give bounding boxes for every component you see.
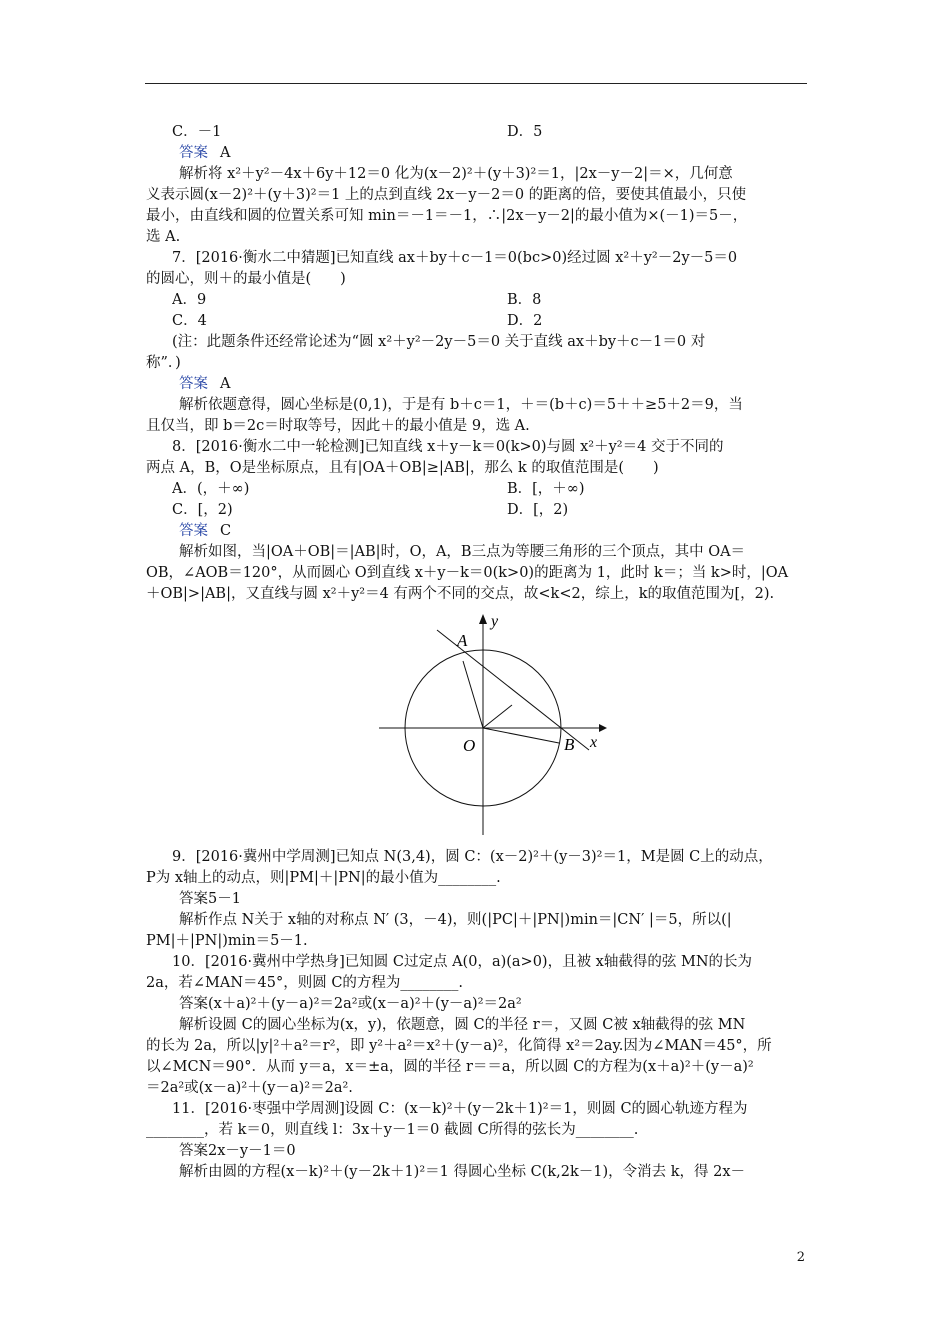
q8-option-d: D．[，2) — [507, 502, 569, 518]
text-line: 且仅当，即 b＝2c＝时取等号，因此＋的最小值是 9，选 A. — [146, 418, 530, 434]
text-line: 解析作点 N关于 x轴的对称点 N′ (3，－4)，则(|PC|＋|PN|)min＝|CN′ |＝5，所以(| — [179, 912, 732, 928]
answer-label: 答案 — [179, 145, 208, 161]
q6-options — [172, 122, 812, 143]
text-line: 8．[2016·衡水二中一轮检测]已知直线 x＋y－k＝0(k>0)与圆 x²＋y²＝4 交于不同的 — [172, 439, 724, 455]
page-number: 2 — [796, 1250, 805, 1265]
text-line: 2a，若∠MAN＝45°，则圆 C的方程为________. — [146, 975, 464, 991]
text-line: 解析依题意得，圆心坐标是(0,1)，于是有 b＋c＝1，＋＝(b＋c)＝5＋＋≥5＋2＝9，当 — [179, 397, 743, 413]
text-line: 两点 A，B，O是坐标原点，且有|OA＋OB|≥|AB|，那么 k 的取值范围是( ) — [146, 460, 659, 476]
text-line: 10．[2016·冀州中学热身]已知圆 C过定点 A(0，a)(a>0)，且被 x轴截得的弦 MN的长为 — [172, 954, 753, 970]
q8-option-c: C．[，2) — [172, 502, 233, 518]
q7-option-b: B．8 — [507, 292, 542, 308]
text-line: ＝2a²或(x－a)²＋(y－a)²＝2a². — [146, 1080, 353, 1096]
text-line: 的圆心，则＋的最小值是( ) — [146, 271, 346, 287]
label-a: A — [457, 631, 468, 650]
q6-option-d: D．5 — [507, 124, 543, 140]
q7-option-a: A．9 — [172, 292, 207, 308]
label-b: B — [564, 735, 575, 754]
q6-answer — [172, 143, 812, 164]
q8-answer — [172, 521, 812, 542]
q7-options-row2 — [172, 311, 812, 332]
text-line: 11．[2016·枣强中学周测]设圆 C：(x－k)²＋(y－2k＋1)²＝1，则圆 C的圆心轨迹方程为 — [172, 1101, 748, 1117]
text-line: 答案5－1 — [179, 891, 241, 907]
answer-value: A — [220, 145, 231, 161]
label-y: y — [491, 613, 499, 630]
text-line: 解析如图，当|OA＋OB|＝|AB|时，O，A，B三点为等腰三角形的三个顶点，其中 OA＝ — [179, 544, 746, 560]
text-line: 9．[2016·冀州中学周测]已知点 N(3,4)，圆 C：(x－2)²＋(y－3)²＝1，M是圆 C上的动点， — [172, 849, 773, 865]
segment-ob — [483, 728, 559, 743]
text-line: ________，若 k＝0，则直线 l：3x＋y－1＝0 截圆 C所得的弦长为________. — [146, 1122, 639, 1138]
circle-figure — [172, 610, 812, 835]
answer-label: 答案 — [179, 523, 208, 539]
text-line: 选 A. — [146, 229, 181, 245]
text-line: 以∠MCN＝90°．从而 y＝a，x＝±a，圆的半径 r＝＝a，所以圆 C的方程为(x＋a)²＋(y－a)² — [146, 1059, 754, 1075]
text-line: OB，∠AOB＝120°，从而圆心 O到直线 x＋y－k＝0(k>0)的距离为 1，此时 k＝；当 k>时，|OA — [146, 565, 789, 581]
q8-options-row2 — [172, 500, 812, 521]
page-content — [146, 122, 812, 1183]
figure-svg — [377, 610, 607, 835]
text-line: 答案(x＋a)²＋(y－a)²＝2a²或(x－a)²＋(y－a)²＝2a² — [179, 996, 522, 1012]
text-line: PM|＋|PN|)min＝5－1. — [146, 933, 308, 949]
text-line: 解析由圆的方程(x－k)²＋(y－2k＋1)²＝1 得圆心坐标 C(k,2k－1)，令消去 k，得 2x－ — [179, 1164, 746, 1180]
answer-value: C — [220, 523, 232, 539]
text-line: ＋OB|>|AB|，又直线与圆 x²＋y²＝4 有两个不同的交点，故<k<2，综上，k的取值范围为[，2). — [146, 586, 775, 602]
q7-answer — [172, 374, 812, 395]
q7-note: (注：此题条件还经常论述为“圆 x²＋y²－2y－5＝0 关于直线 ax＋by＋c－1＝0 对 — [172, 334, 706, 350]
text-line: 解析将 x²＋y²－4x＋6y＋12＝0 化为(x－2)²＋(y＋3)²＝1，|2x－y－2|＝×，几何意 — [179, 166, 733, 182]
answer-label: 答案 — [179, 376, 208, 392]
q7-option-c: C．4 — [172, 313, 207, 329]
text-line: 的长为 2a，所以|y|²＋a²＝r²，即 y²＋a²＝x²＋(y－a)²，化简得 x²＝2ay.因为∠MAN＝45°，所 — [146, 1038, 772, 1054]
text-line: 解析设圆 C的圆心坐标为(x，y)，依题意，圆 C的半径 r＝，又圆 C被 x轴截得的弦 MN — [179, 1017, 746, 1033]
perpendicular — [483, 705, 512, 728]
answer-value: A — [220, 376, 231, 392]
text-line: P为 x轴上的动点，则|PM|＋|PN|的最小值为________. — [146, 870, 501, 886]
label-o: O — [463, 736, 476, 755]
q7-options-row1 — [172, 290, 812, 311]
q7-note: 称”．) — [146, 355, 181, 371]
y-axis-arrow — [479, 614, 487, 624]
text-line: 7．[2016·衡水二中猜题]已知直线 ax＋by＋c－1＝0(bc>0)经过圆 x²＋y²－2y－5＝0 — [172, 250, 738, 266]
header-rule — [145, 83, 807, 84]
text-line: 答案2x－y－1＝0 — [179, 1143, 296, 1159]
q8-options-row1 — [172, 479, 812, 500]
segment-oa — [463, 661, 483, 728]
text-line: 最小，由直线和圆的位置关系可知 min＝－1＝－1，∴|2x－y－2|的最小值为×(－1)＝5－， — [146, 208, 748, 224]
q8-option-b: B．[，＋∞) — [507, 481, 585, 497]
q8-option-a: A．(，＋∞) — [172, 481, 250, 497]
q6-option-c: C．－1 — [172, 124, 222, 140]
label-x: x — [590, 734, 598, 751]
q7-option-d: D．2 — [507, 313, 543, 329]
x-axis-arrow — [599, 724, 607, 732]
text-line: 义表示圆(x－2)²＋(y＋3)²＝1 上的点到直线 2x－y－2＝0 的距离的倍，要使其值最小，只使 — [146, 187, 747, 203]
